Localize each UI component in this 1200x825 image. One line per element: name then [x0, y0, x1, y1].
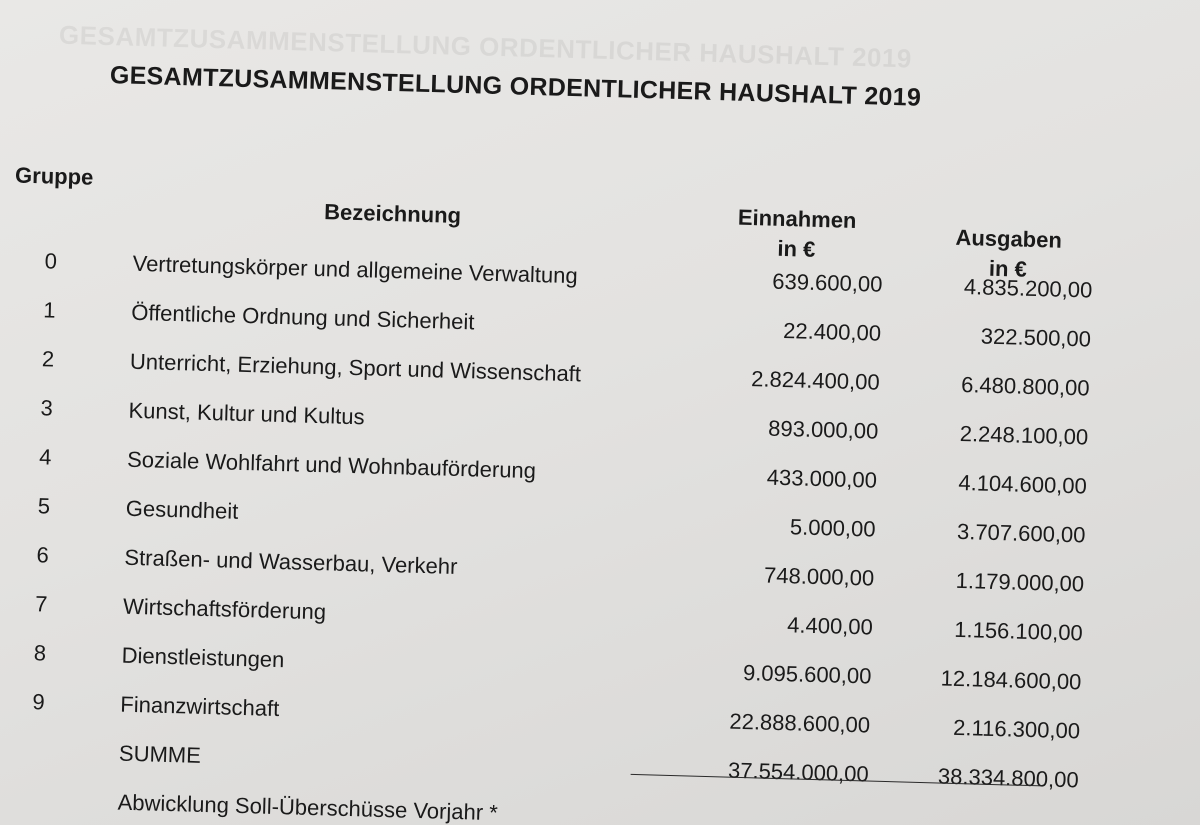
- row-einnahmen: 22.400,00: [782, 318, 882, 346]
- row-bezeichnung: Unterricht, Erziehung, Sport und Wissenschaft: [129, 348, 582, 387]
- row-bezeichnung: Dienstleistungen: [121, 642, 285, 673]
- row-einnahmen: 5.000,00: [789, 514, 876, 542]
- row-bezeichnung: Gesundheit: [125, 495, 239, 524]
- row-einnahmen: 37.554.000,00: [727, 757, 870, 787]
- row-bezeichnung: Kunst, Kultur und Kultus: [128, 397, 365, 430]
- row-bezeichnung: Finanzwirtschaft: [120, 691, 280, 722]
- row-einnahmen: 433.000,00: [766, 464, 878, 493]
- column-header-ausgaben-line2: in €: [988, 255, 1028, 282]
- row-bezeichnung: Soziale Wohlfahrt und Wohnbauförderung: [126, 446, 537, 484]
- column-header-einnahmen-line2: in €: [777, 235, 816, 262]
- row-bezeichnung: Öffentliche Ordnung und Sicherheit: [130, 299, 475, 335]
- row-ausgaben: 2.116.300,00: [952, 714, 1081, 744]
- row-einnahmen: 4.400,00: [786, 612, 874, 640]
- row-gruppe: 2: [41, 346, 55, 372]
- column-header-gruppe: [15, 160, 94, 192]
- row-ausgaben: 4.835.200,00: [963, 274, 1093, 303]
- row-gruppe: 9: [32, 689, 46, 715]
- row-einnahmen: 748.000,00: [763, 562, 875, 591]
- row-ausgaben: 2.248.100,00: [959, 420, 1089, 450]
- row-bezeichnung: Straßen- und Wasserbau, Verkehr: [124, 544, 458, 579]
- row-einnahmen: 2.824.400,00: [750, 366, 881, 395]
- row-einnahmen: 639.600,00: [771, 268, 883, 297]
- row-ausgaben: 1.179.000,00: [955, 567, 1085, 597]
- column-header-bezeichnung-label: Bezeichnung: [323, 199, 462, 228]
- row-ausgaben: 12.184.600,00: [940, 665, 1082, 695]
- row-gruppe: 6: [36, 542, 50, 568]
- row-bezeichnung: Wirtschaftsförderung: [122, 593, 327, 625]
- row-gruppe: 8: [33, 640, 47, 666]
- column-header-gruppe-label: Gruppe: [14, 162, 94, 190]
- row-ausgaben: 1.156.100,00: [953, 616, 1084, 646]
- column-header-einnahmen-line1: Einnahmen: [737, 204, 857, 233]
- row-ausgaben: 38.334.800,00: [937, 763, 1079, 793]
- row-gruppe: [31, 736, 61, 737]
- row-ausgaben: 6.480.800,00: [960, 371, 1090, 401]
- show-through-title: GESAMTZUSAMMENSTELLUNG ORDENTLICHER HAUSHALT 2019: [58, 19, 913, 74]
- row-gruppe: 5: [37, 493, 51, 519]
- column-header-einnahmen: [721, 202, 873, 266]
- row-bezeichnung: SUMME: [118, 740, 202, 768]
- row-einnahmen: 22.888.600,00: [729, 708, 871, 738]
- row-ausgaben: 322.500,00: [980, 323, 1092, 352]
- budget-table: [0, 245, 1193, 825]
- row-gruppe: 7: [34, 591, 48, 617]
- row-gruppe: 3: [40, 395, 54, 421]
- row-gruppe: 0: [44, 248, 58, 274]
- row-gruppe: 1: [43, 297, 56, 323]
- row-ausgaben: 3.707.600,00: [956, 518, 1086, 548]
- row-bezeichnung: Vertretungskörper und allgemeine Verwaltung: [132, 250, 579, 289]
- document-title: GESAMTZUSAMMENSTELLUNG ORDENTLICHER HAUSHALT 2019: [109, 61, 922, 112]
- row-gruppe: [30, 785, 60, 786]
- row-einnahmen: 893.000,00: [767, 415, 879, 444]
- column-header-bezeichnung: [324, 197, 462, 231]
- row-gruppe: 4: [38, 444, 52, 470]
- row-ausgaben: 4.104.600,00: [958, 469, 1088, 499]
- column-header-ausgaben-line1: Ausgaben: [955, 224, 1063, 253]
- row-bezeichnung: Abwicklung Soll-Überschüsse Vorjahr *: [117, 789, 499, 825]
- row-einnahmen: 9.095.600,00: [742, 660, 872, 689]
